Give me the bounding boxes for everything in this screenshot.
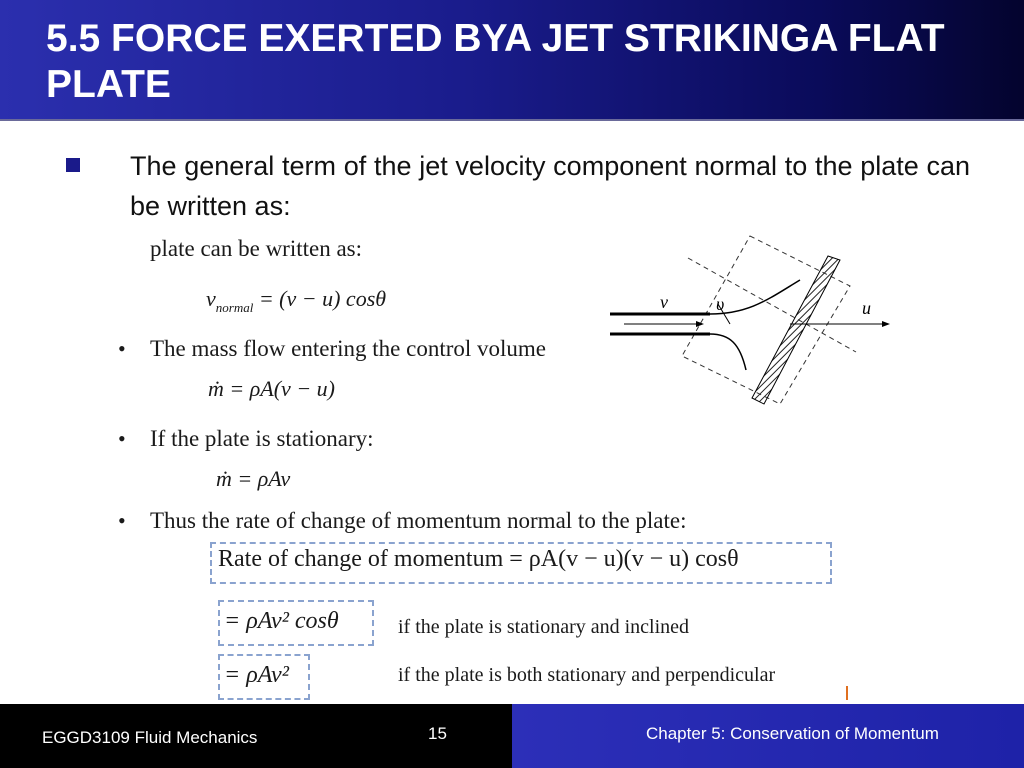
- slide-title: 5.5 FORCE EXERTED BYA JET STRIKINGA FLAT PLATE: [46, 17, 945, 106]
- rate-equation: Rate of change of momentum = ρA(v − u)(v − u) cosθ: [218, 546, 739, 572]
- eq-normal-subscript: normal: [215, 300, 254, 315]
- stationary-mass-equation: ṁ = ρAv: [216, 466, 291, 491]
- chapter-label: Chapter 5: Conservation of Momentum: [646, 724, 939, 743]
- plate-velocity-arrowhead: [882, 321, 890, 327]
- eq-normal-rhs: = (v − u) cosθ: [253, 286, 387, 311]
- eq-normal-lhs: v: [206, 286, 216, 311]
- intro-text: The general term of the jet velocity component normal to the plate can be written as:: [130, 151, 970, 221]
- perpendicular-note: if the plate is both stationary and perpendicular: [398, 664, 776, 686]
- perpendicular-equation: = ρAv²: [224, 662, 289, 688]
- bullet-icon: •: [118, 426, 126, 451]
- normal-velocity-label: υ: [716, 294, 725, 314]
- course-label: EGGD3109 Fluid Mechanics: [42, 728, 258, 747]
- inclined-equation: = ρAv² cosθ: [224, 608, 339, 634]
- bullet-icon: •: [118, 508, 126, 533]
- inclined-note: if the plate is stationary and inclined: [398, 616, 690, 638]
- lower-jet-stream: [710, 334, 746, 370]
- jet-velocity-arrowhead: [696, 321, 704, 327]
- jet-velocity-label: v: [660, 292, 668, 312]
- square-bullet-icon: [66, 158, 80, 172]
- jet-plate-diagram: [600, 228, 900, 408]
- normal-velocity-equation: [206, 286, 386, 316]
- bullet-icon: •: [118, 336, 126, 361]
- plate-velocity-label: u: [862, 298, 871, 318]
- page-number: 15: [428, 724, 447, 743]
- mass-flow-equation: ṁ = ρA(v − u): [208, 376, 335, 401]
- scan-intro-line: plate can be written as:: [150, 236, 363, 261]
- momentum-bullet: Thus the rate of change of momentum normal to the plate:: [150, 508, 687, 533]
- stationary-bullet: If the plate is stationary:: [150, 426, 374, 451]
- flat-plate: [752, 256, 840, 404]
- title-divider: [0, 119, 1024, 121]
- mass-flow-bullet: The mass flow entering the control volume: [150, 336, 547, 361]
- orange-mark: [846, 686, 848, 700]
